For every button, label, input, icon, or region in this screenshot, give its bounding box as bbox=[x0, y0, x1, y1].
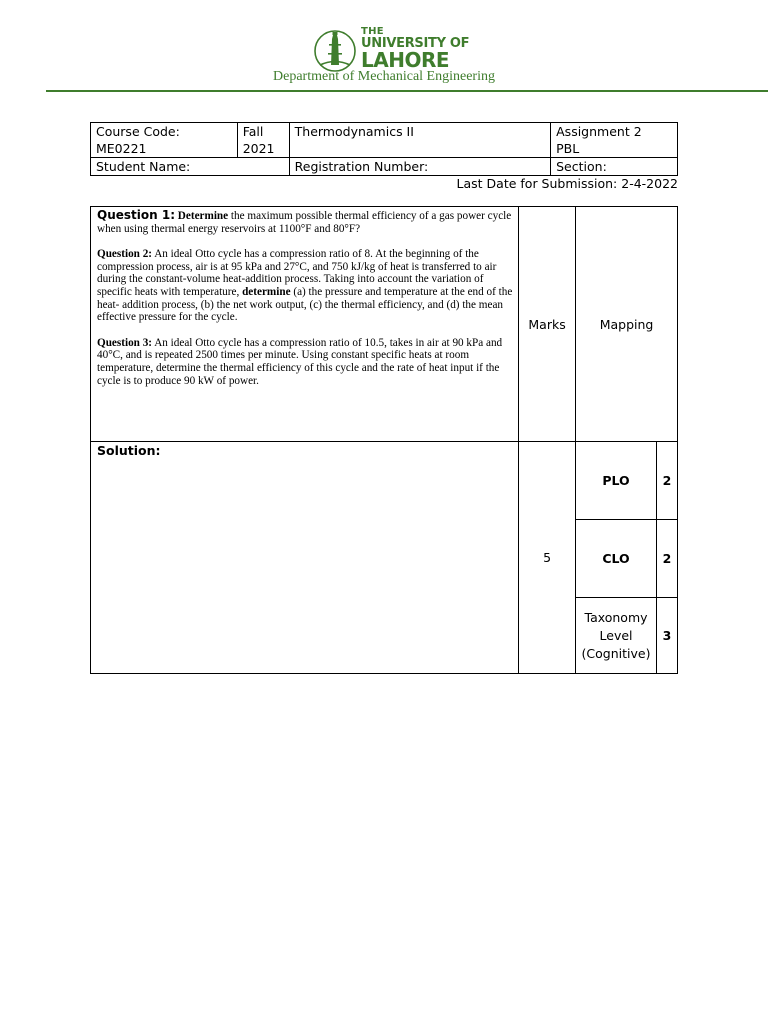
header-divider bbox=[46, 90, 768, 92]
question-3-label: Question 3: bbox=[97, 336, 153, 349]
questions-cell bbox=[91, 207, 519, 442]
registration-number-field[interactable] bbox=[289, 158, 550, 176]
question-2 bbox=[97, 248, 514, 324]
student-info-row bbox=[91, 158, 678, 176]
question-2-text-part1: An ideal Otto cycle has a compression ratio of 8. At the beginning of the compression process, air is at 95 kPa and 27°C, and 750 kJ/kg of heat is transferred to air during the constant-volume heat-addition process. Taking into account the variation of specific heats with temperature, bbox=[97, 248, 497, 298]
assignment-info bbox=[551, 123, 678, 158]
question-1-text: the maximum possible thermal efficiency of a gas power cycle when using thermal energy reservoirs at 1100°F and 80°F? bbox=[97, 210, 512, 235]
logo-text-lahore: LAHORE bbox=[361, 48, 450, 72]
course-info-table bbox=[90, 122, 678, 176]
assignment-number: Assignment 2 bbox=[556, 124, 642, 139]
section-label: Section: bbox=[556, 159, 607, 174]
registration-number-label: Registration Number: bbox=[294, 159, 429, 174]
taxonomy-label bbox=[576, 598, 657, 674]
questions-row bbox=[91, 207, 678, 442]
question-1-verb: Determine bbox=[177, 210, 229, 222]
clo-label: CLO bbox=[576, 520, 657, 598]
solution-area[interactable] bbox=[91, 442, 519, 674]
logo-text-the: THE bbox=[361, 26, 384, 37]
solution-label: Solution: bbox=[97, 443, 161, 458]
taxonomy-label-line1: Taxonomy bbox=[584, 609, 648, 625]
plo-label: PLO bbox=[576, 442, 657, 520]
course-code bbox=[91, 123, 238, 158]
question-3-text: An ideal Otto cycle has a compression ratio of 10.5, takes in air at 90 kPa and 40°C, and is repeated 2500 times per minute. Using constant specific heats at room temperature, determine the thermal efficiency of this cycle and the rate of heat input if the cycle is to produce 90 kW of power. bbox=[97, 336, 503, 387]
mapping-header: Mapping bbox=[576, 207, 678, 442]
submission-deadline: Last Date for Submission: 2-4-2022 bbox=[456, 176, 678, 191]
section-field[interactable] bbox=[551, 158, 678, 176]
marks-header: Marks bbox=[519, 207, 576, 442]
department-name: Department of Mechanical Engineering bbox=[273, 69, 495, 84]
course-info-row bbox=[91, 123, 678, 158]
student-name-label: Student Name: bbox=[96, 159, 191, 174]
term bbox=[237, 123, 289, 158]
university-logo bbox=[312, 25, 482, 75]
plo-row bbox=[91, 442, 678, 520]
course-title-text: Thermodynamics II bbox=[294, 124, 414, 139]
plo-value: 2 bbox=[657, 442, 678, 520]
question-2-text-part2: (a) the pressure and temperature at the end of the heat- addition process, (b) the net work output, (c) the thermal efficiency, and (d) the mean effective pressure for the cycle. bbox=[97, 285, 513, 324]
student-name-field[interactable] bbox=[91, 158, 290, 176]
university-emblem-icon bbox=[312, 27, 358, 73]
course-title bbox=[289, 123, 550, 158]
question-1-label: Question 1: bbox=[97, 208, 175, 222]
question-2-verb: determine bbox=[242, 285, 291, 298]
term-season: Fall bbox=[242, 124, 264, 139]
taxonomy-label-line2: Level bbox=[599, 627, 633, 643]
course-code-text: Course Code: ME0221 bbox=[96, 124, 180, 156]
taxonomy-label-line3: (Cognitive) bbox=[581, 645, 651, 661]
question-1 bbox=[97, 209, 514, 235]
logo-text-university: UNIVERSITY OF bbox=[361, 36, 470, 51]
clo-value: 2 bbox=[657, 520, 678, 598]
assignment-table bbox=[90, 206, 678, 674]
term-year: 2021 bbox=[242, 141, 275, 156]
marks-value: 5 bbox=[519, 442, 576, 674]
question-3 bbox=[97, 337, 514, 387]
assignment-type: PBL bbox=[556, 141, 580, 156]
question-2-label: Question 2: bbox=[97, 248, 153, 261]
taxonomy-value: 3 bbox=[657, 598, 678, 674]
